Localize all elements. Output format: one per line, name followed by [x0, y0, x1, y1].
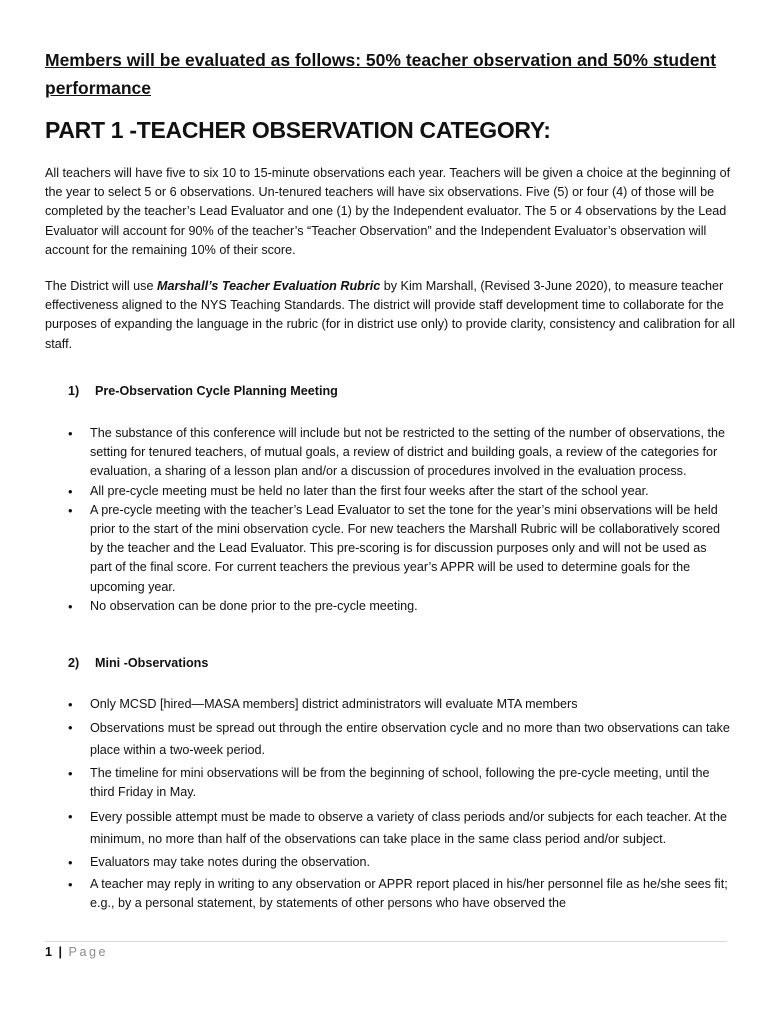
intro-paragraph: All teachers will have five to six 10 to 15-minute observations each year. Teachers will be given a choice at the beginning of the year to select 5 or 6 observations. Un-tenured teachers will have six observations. Five (5) or four (4) of those will be completed by the teacher’s Lead Evaluator and one (1) by the Independent evaluator. The 5 or 4 observations by the Lead Evaluator will account for 90% of the teacher’s “Teacher Observation” and the Independent Evaluator’s observation will account for the remaining 10% of their score. — [45, 166, 731, 257]
section-title: Pre-Observation Cycle Planning Meeting — [95, 384, 338, 398]
pre-observation-bullet-list — [66, 424, 731, 616]
section-heading-pre-observation — [68, 382, 338, 401]
evaluation-heading: Members will be evaluated as follows: 50% teacher observation and 50% student performance — [45, 50, 717, 98]
rubric-name: Marshall’s Teacher Evaluation Rubric — [156, 279, 381, 293]
list-item: • The substance of this conference will include but not be restricted to the setting of the number of observations, the setting for tenured teachers, of mutual goals, a review of district and building goals, a review of the categories for evaluation, a sharing of a lesson plan and/or a discussion of procedures involved in the evaluation process. — [66, 424, 731, 482]
footer-separator: | — [58, 945, 63, 959]
list-item: • Every possible attempt must be made to observe a variety of class periods and/or subjects for each teacher. At the minimum, no more than half of the observations can take place in the same class period and/or subject. — [66, 806, 731, 850]
rubric-paragraph-after: by Kim Marshall, (Revised 3-June 2020), to measure teacher effectiveness aligned to the NYS Teaching Standards. The district will provide staff development time to collaborate for the purposes of expanding the language in the rubric (for in district use only) to provide clarity, consistency and calibration for all staff. — [45, 279, 735, 351]
rubric-paragraph-before: The District will use — [45, 279, 157, 293]
page-number: 1 — [45, 945, 53, 959]
section-heading-mini-observations — [68, 654, 208, 673]
list-item: • A pre-cycle meeting with the teacher’s Lead Evaluator to set the tone for the year’s mini observations will be held prior to the start of the mini observation cycle. For new teachers the Marshall Rubric will be collaboratively scored by the teacher and the Lead Evaluator. This pre-scoring is for discussion purposes only and will not be used as part of the final score. For current teachers the previous year’s APPR will be used to determine goals for the upcoming year. — [66, 501, 731, 597]
rubric-paragraph — [45, 277, 735, 354]
section-number: 2) — [68, 656, 80, 670]
list-item: • The timeline for mini observations will be from the beginning of school, following the pre-cycle meeting, until the third Friday in May. — [66, 764, 731, 802]
section-number: 1) — [68, 384, 80, 398]
list-item: • Observations must be spread out through the entire observation cycle and no more than two observations can take place within a two-week period. — [66, 717, 731, 761]
list-item: • Evaluators may take notes during the observation. — [66, 853, 731, 872]
list-item: • Only MCSD [hired—MASA members] district administrators will evaluate MTA members — [66, 695, 731, 714]
list-item: • A teacher may reply in writing to any observation or APPR report placed in his/her personnel file as he/she sees fit; e.g., by a personal statement, by statements of other persons who have observed the — [66, 875, 731, 913]
page-label: Page — [68, 945, 108, 959]
list-item: • All pre-cycle meeting must be held no later than the first four weeks after the start of the school year. — [66, 482, 731, 501]
mini-observation-bullet-list — [66, 695, 731, 916]
footer-divider — [45, 941, 727, 942]
list-item: • No observation can be done prior to the pre-cycle meeting. — [66, 597, 731, 616]
section-title: Mini -Observations — [95, 656, 209, 670]
page-footer — [45, 943, 108, 961]
part-title: PART 1 -TEACHER OBSERVATION CATEGORY: — [45, 117, 551, 143]
